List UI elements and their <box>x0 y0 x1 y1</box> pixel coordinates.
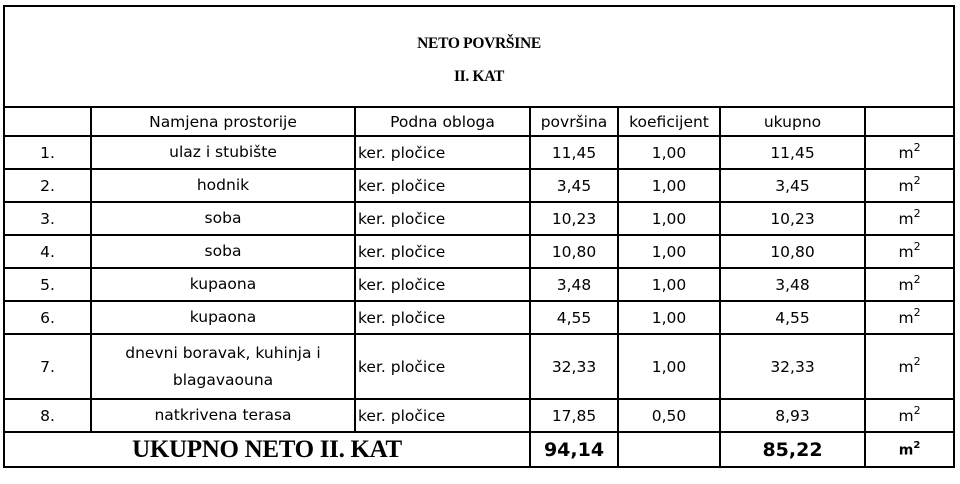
row-total: 11,45 <box>720 136 865 169</box>
title-line-2: II. KAT <box>453 67 505 85</box>
row-floor: ker. pločice <box>355 399 530 432</box>
row-total: 10,80 <box>720 235 865 268</box>
header-coef: koeficijent <box>618 107 720 136</box>
row-coef: 1,00 <box>618 235 720 268</box>
row-total: 8,93 <box>720 399 865 432</box>
title-row <box>4 6 954 107</box>
row-unit: $m^2$ <box>865 334 954 399</box>
row-room: ulaz i stubište <box>91 136 355 169</box>
row-area: 32,33 <box>530 334 618 399</box>
summary-unit: $m^2$ <box>865 432 954 467</box>
table-row <box>4 235 954 268</box>
row-no: 4. <box>4 235 91 268</box>
row-room: soba <box>91 235 355 268</box>
title-line-1: NETO POVRŠINE <box>417 34 541 52</box>
row-area: 4,55 <box>530 301 618 334</box>
summary-net-total: 85,22 <box>720 432 865 467</box>
table-row <box>4 136 954 169</box>
row-no: 8. <box>4 399 91 432</box>
header-floor: Podna obloga <box>355 107 530 136</box>
row-unit: $m^2$ <box>865 301 954 334</box>
row-total: 32,33 <box>720 334 865 399</box>
row-no: 1. <box>4 136 91 169</box>
table-row <box>4 334 954 399</box>
row-unit: $m^2$ <box>865 235 954 268</box>
row-no: 7. <box>4 334 91 399</box>
row-total: 10,23 <box>720 202 865 235</box>
row-coef: 1,00 <box>618 169 720 202</box>
row-floor: ker. pločice <box>355 235 530 268</box>
row-coef: 1,00 <box>618 136 720 169</box>
row-floor: ker. pločice <box>355 136 530 169</box>
table-row <box>4 202 954 235</box>
row-room: kupaona <box>91 301 355 334</box>
row-total: 3,45 <box>720 169 865 202</box>
row-no: 2. <box>4 169 91 202</box>
row-area: 17,85 <box>530 399 618 432</box>
row-total: 3,48 <box>720 268 865 301</box>
summary-area-total: 94,14 <box>530 432 618 467</box>
row-total: 4,55 <box>720 301 865 334</box>
row-area: 11,45 <box>530 136 618 169</box>
header-unit <box>865 107 954 136</box>
row-floor: ker. pločice <box>355 301 530 334</box>
row-unit: $m^2$ <box>865 268 954 301</box>
row-unit: $m^2$ <box>865 136 954 169</box>
row-no: 5. <box>4 268 91 301</box>
row-unit: $m^2$ <box>865 399 954 432</box>
row-floor: ker. pločice <box>355 202 530 235</box>
row-room: kupaona <box>91 268 355 301</box>
header-total: ukupno <box>720 107 865 136</box>
row-no: 6. <box>4 301 91 334</box>
row-room: soba <box>91 202 355 235</box>
row-coef: 1,00 <box>618 301 720 334</box>
row-room: dnevni boravak, kuhinja i blagavaouna <box>91 334 355 399</box>
table-title <box>4 6 954 107</box>
summary-coef <box>618 432 720 467</box>
row-floor: ker. pločice <box>355 334 530 399</box>
table-row <box>4 169 954 202</box>
row-room: hodnik <box>91 169 355 202</box>
row-room: natkrivena terasa <box>91 399 355 432</box>
row-floor: ker. pločice <box>355 169 530 202</box>
header-row <box>4 107 954 136</box>
row-area: 10,23 <box>530 202 618 235</box>
table-row <box>4 399 954 432</box>
row-unit: $m^2$ <box>865 202 954 235</box>
row-coef: 0,50 <box>618 399 720 432</box>
header-area: površina <box>530 107 618 136</box>
row-area: 3,45 <box>530 169 618 202</box>
summary-row <box>4 432 954 467</box>
row-area: 10,80 <box>530 235 618 268</box>
row-floor: ker. pločice <box>355 268 530 301</box>
table-row <box>4 268 954 301</box>
row-coef: 1,00 <box>618 334 720 399</box>
row-unit: $m^2$ <box>865 169 954 202</box>
row-coef: 1,00 <box>618 268 720 301</box>
row-no: 3. <box>4 202 91 235</box>
header-room: Namjena prostorije <box>91 107 355 136</box>
header-no <box>4 107 91 136</box>
row-coef: 1,00 <box>618 202 720 235</box>
table-row <box>4 301 954 334</box>
summary-label: UKUPNO NETO II. KAT <box>4 432 530 467</box>
row-area: 3,48 <box>530 268 618 301</box>
net-area-table <box>3 5 955 468</box>
